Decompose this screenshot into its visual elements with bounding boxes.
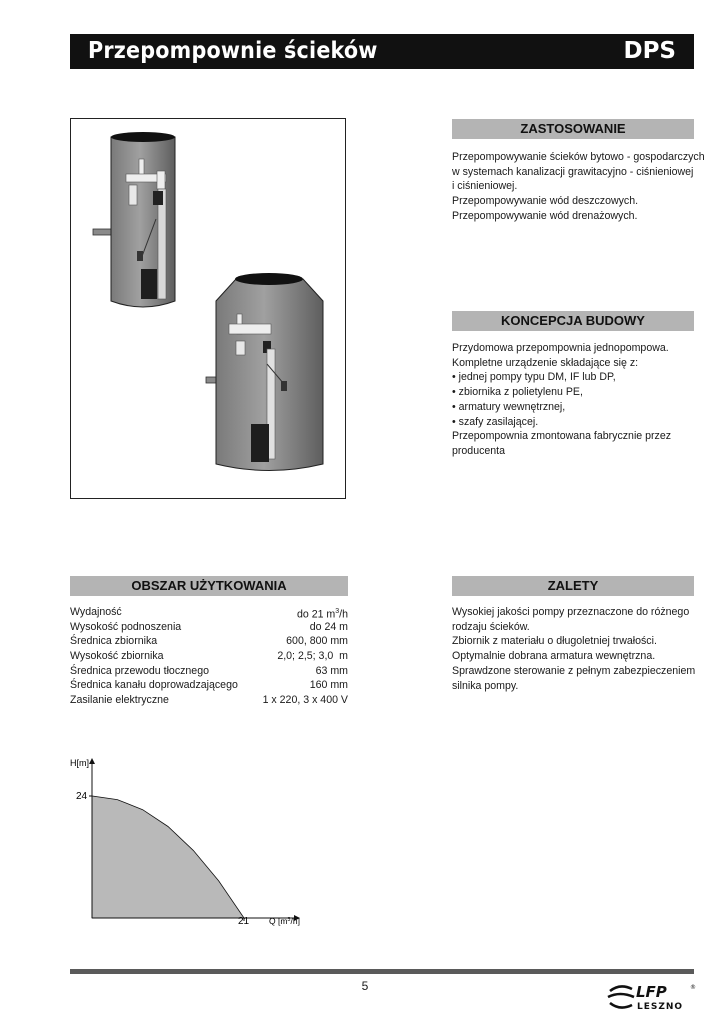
spec-value: 600, 800 mm <box>286 635 348 648</box>
koncepcja-bullet: • armatury wewnętrznej, <box>452 400 671 415</box>
spec-label: Wydajność <box>70 606 122 618</box>
spec-row <box>70 620 348 635</box>
product-illustration <box>70 118 346 499</box>
logo-swirl-icon <box>608 986 634 1007</box>
koncepcja-bullet: • szafy zasilającej. <box>452 415 671 430</box>
spec-label: Średnica zbiornika <box>70 635 158 648</box>
spec-row <box>70 649 348 664</box>
y-tick-label: 24 <box>76 791 88 802</box>
small-tank <box>93 132 175 307</box>
section-heading-obszar: OBSZAR UŻYTKOWANIA <box>70 576 348 596</box>
curve-area <box>92 796 244 918</box>
zalety-line: rodzaju ścieków. <box>452 620 530 633</box>
koncepcja-bullet: • zbiornika z polietylenu PE, <box>452 385 671 400</box>
spec-value: 1 x 220, 3 x 400 V <box>262 694 348 707</box>
spec-row <box>70 605 348 620</box>
logo-top-text: LFP <box>636 983 667 1001</box>
zastosowanie-line: Przepompowywanie wód drenażowych. <box>452 209 638 222</box>
koncepcja-line: Przepompownia zmontowana fabrycznie przez <box>452 430 672 443</box>
zalety-text <box>452 605 695 693</box>
y-axis-label: H[m] <box>70 758 89 768</box>
section-heading-koncepcja: KONCEPCJA BUDOWY <box>452 311 694 331</box>
page-number: 5 <box>361 979 369 993</box>
y-axis-arrow <box>89 758 95 764</box>
logo-bottom-text: LESZNO <box>637 1002 684 1012</box>
zastosowanie-line: Przepompowywanie ścieków bytowo - gospodarczych <box>452 151 705 163</box>
zalety-line: Optymalnie dobrana armatura wewnętrzna. <box>452 650 656 663</box>
spec-row <box>70 678 348 693</box>
spec-label: Średnica kanału doprowadzającego <box>70 679 238 692</box>
spec-value: 160 mm <box>309 679 348 692</box>
spec-value: do 21 $m^3/h$ <box>296 608 348 621</box>
spec-row <box>70 693 348 708</box>
large-tank <box>206 273 323 471</box>
koncepcja-line: producenta <box>452 444 506 457</box>
pump-station-drawing <box>71 119 347 500</box>
zastosowanie-line: i ciśnieniowej. <box>452 180 518 193</box>
spec-label: Zasilanie elektryczne <box>70 694 169 707</box>
zastosowanie-line: w systemach kanalizacji grawitacyjno - ciśnieniowej <box>452 165 694 178</box>
product-code: DPS <box>623 38 676 64</box>
footer-rule <box>70 969 694 974</box>
zalety-line: Sprawdzone sterowanie z pełnym zabezpieczeniem <box>452 664 696 677</box>
koncepcja-line: Przydomowa przepompownia jednopompowa. <box>452 342 669 354</box>
section-heading-zastosowanie: ZASTOSOWANIE <box>452 119 694 139</box>
spec-label: Wysokość zbiornika <box>70 650 164 663</box>
x-axis-label: Q $[m^3/h]$ <box>269 916 300 926</box>
zalety-line: silnika pompy. <box>452 679 519 692</box>
lfp-logo <box>606 981 700 1013</box>
zastosowanie-line: Przepompowywanie wód deszczowych. <box>452 195 639 208</box>
koncepcja-text <box>452 341 671 459</box>
spec-row <box>70 664 348 679</box>
zalety-line: Wysokiej jakości pompy przeznaczone do różnego <box>452 606 690 618</box>
spec-value: 63 mm <box>315 664 348 677</box>
zalety-line: Zbiornik z materiału o długoletniej trwałości. <box>452 635 657 648</box>
spec-row <box>70 634 348 649</box>
section-heading-zalety: ZALETY <box>452 576 694 596</box>
page-title: Przepompownie ścieków <box>88 38 378 64</box>
x-tick-label: 21 <box>238 916 250 927</box>
spec-table <box>70 605 348 708</box>
zastosowanie-text <box>452 150 705 224</box>
pump-curve-chart <box>60 752 320 932</box>
title-bar <box>70 34 694 69</box>
koncepcja-line: Kompletne urządzenie składające się z: <box>452 356 639 369</box>
spec-label: Średnica przewodu tłocznego <box>70 664 209 677</box>
spec-value: 2,0; 2,5; 3,0 m <box>277 650 348 663</box>
koncepcja-bullet: • jednej pompy typu DM, IF lub DP, <box>452 370 671 385</box>
logo-registered: ® <box>690 984 696 991</box>
spec-label: Wysokość podnoszenia <box>70 620 182 633</box>
spec-value: do 24 m <box>309 620 348 633</box>
